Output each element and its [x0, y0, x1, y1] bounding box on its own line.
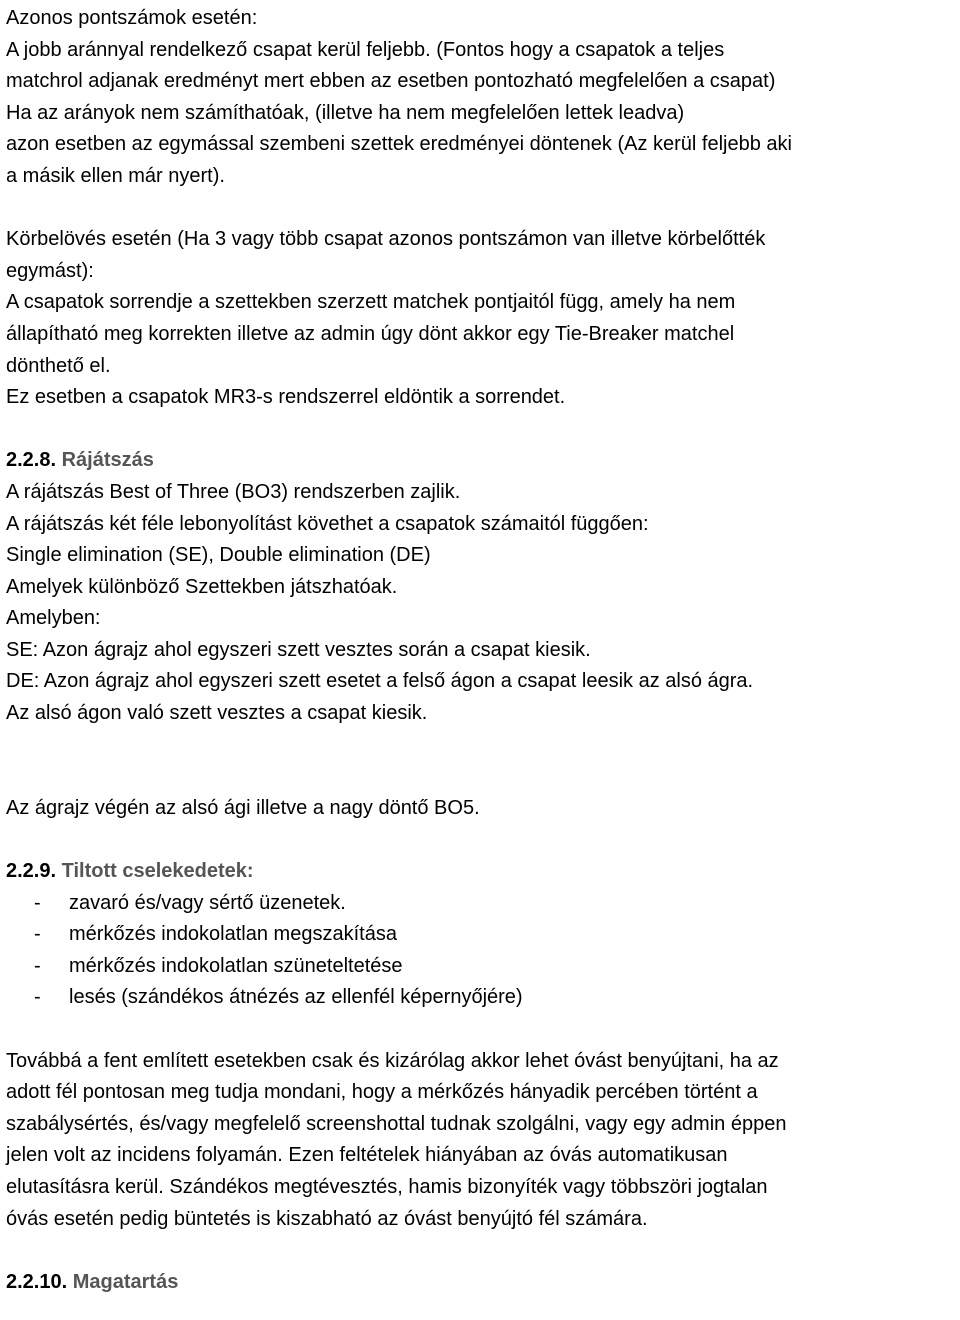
playoff-final-line: Az ágrajz végén az alsó ági illetve a nagy döntő BO5. — [6, 796, 480, 819]
section-number: 2.2.10. — [6, 1270, 68, 1293]
spacer — [6, 824, 960, 856]
section-number: 2.2.8. — [6, 449, 57, 472]
list-item — [6, 919, 960, 951]
list-item-text: zavaró és/vagy sértő üzenetek. — [69, 891, 346, 914]
protest-line: elutasításra kerül. Szándékos megtévesztés, hamis bizonyíték vagy többszöri jogtalan — [6, 1175, 768, 1198]
list-item-text: mérkőzés indokolatlan szüneteltetése — [69, 954, 403, 977]
playoff-line: A rájátszás két féle lebonyolítást követhet a csapatok számaitól függően: — [6, 512, 649, 535]
section-title: Magatartás — [72, 1270, 179, 1293]
spacer — [6, 1235, 960, 1267]
circle-line: dönthető el. — [6, 354, 111, 377]
circle-line: állapítható meg korrekten illetve az admin úgy dönt akkor egy Tie-Breaker matchel — [6, 322, 735, 345]
circle-line: Körbelövés esetén (Ha 3 vagy több csapat azonos pontszámon van illetve körbelőtték — [6, 228, 766, 251]
playoff-line: Az alsó ágon való szett vesztes a csapat kiesik. — [6, 702, 428, 725]
section-heading-forbidden — [6, 856, 960, 888]
dash-marker: - — [34, 954, 41, 977]
spacer — [6, 730, 960, 793]
list-item — [6, 982, 960, 1014]
protest-line: szabálysértés, és/vagy megfelelő screenshottal tudnak szolgálni, vagy egy admin éppen — [6, 1112, 787, 1135]
list-item — [6, 951, 960, 983]
playoff-line: SE: Azon ágrajz ahol egyszeri szett vesztes során a csapat kiesik. — [6, 638, 591, 661]
section-heading-playoff — [6, 445, 960, 477]
playoff-line: DE: Azon ágrajz ahol egyszeri szett esetet a felső ágon a csapat leesik az alsó ágra. — [6, 670, 754, 693]
section-title: Tiltott cselekedetek: — [61, 860, 254, 883]
playoff-line: A rájátszás Best of Three (BO3) rendszerben zajlik. — [6, 480, 461, 503]
list-item — [6, 888, 960, 920]
protest-line: jelen volt az incidens folyamán. Ezen feltételek hiányában az óvás automatikusan — [6, 1144, 728, 1167]
circle-line: egymást): — [6, 259, 94, 282]
tie-line: azon esetben az egymással szembeni szettek eredményei döntenek (Az kerül feljebb aki — [6, 133, 792, 156]
tie-line: A jobb aránnyal rendelkező csapat kerül feljebb. (Fontos hogy a csapatok a teljes — [6, 38, 725, 61]
section-number: 2.2.9. — [6, 860, 57, 883]
tie-line: matchrol adjanak eredményt mert ebben az esetben pontozható megfelelően a csapat) — [6, 70, 776, 93]
tie-title: Azonos pontszámok esetén: — [6, 7, 258, 29]
tie-line: a másik ellen már nyert). — [6, 164, 225, 187]
dash-marker: - — [34, 986, 41, 1009]
section-heading-conduct — [6, 1267, 960, 1299]
spacer — [6, 414, 960, 446]
playoff-line: Single elimination (SE), Double elimination (DE) — [6, 544, 431, 567]
protest-line: óvás esetén pedig büntetés is kiszabható az óvást benyújtó fél számára. — [6, 1207, 648, 1230]
circle-line: Ez esetben a csapatok MR3-s rendszerrel eldöntik a sorrendet. — [6, 386, 566, 409]
protest-line: adott fél pontosan meg tudja mondani, hogy a mérkőzés hányadik percében történt a — [6, 1081, 758, 1104]
dash-marker: - — [34, 923, 41, 946]
spacer — [6, 1014, 960, 1046]
circle-line: A csapatok sorrendje a szettekben szerzett matchek pontjaitól függ, amely ha nem — [6, 291, 736, 314]
tie-line: Ha az arányok nem számíthatóak, (illetve ha nem megfelelően lettek leadva) — [6, 101, 685, 124]
section-title: Rájátszás — [61, 449, 154, 472]
protest-line: Továbbá a fent említett esetekben csak és kizárólag akkor lehet óvást benyújtani, ha az — [6, 1049, 779, 1072]
list-item-text: mérkőzés indokolatlan megszakítása — [69, 923, 397, 946]
spacer — [6, 193, 960, 225]
playoff-line: Amelyben: — [6, 607, 101, 630]
playoff-line: Amelyek különböző Szettekben játszhatóak. — [6, 575, 398, 598]
dash-marker: - — [34, 891, 41, 914]
list-item-text: lesés (szándékos átnézés az ellenfél képernyőjére) — [69, 986, 523, 1009]
